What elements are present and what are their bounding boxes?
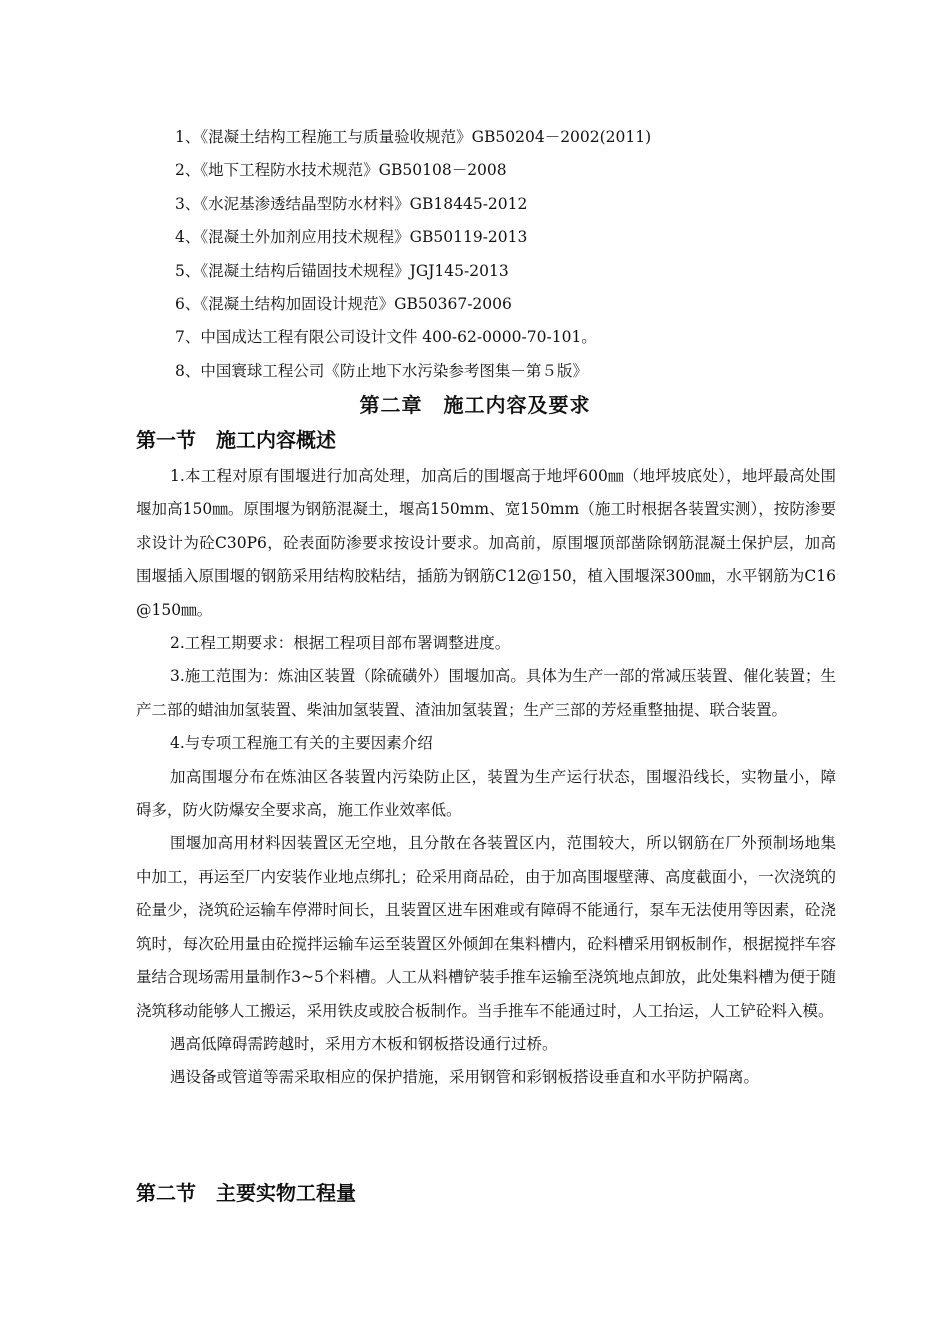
reference-list [175, 124, 875, 391]
body-paragraph: 3.施工范围为：炼油区装置（除硫磺外）围堰加高。具体为生产一部的常减压装置、催化装置；生产二部的蜡油加氢装置、柴油加氢装置、渣油加氢装置；生产三部的芳烃重整抽提、联合装置。 [136, 667, 836, 719]
section-1-title: 第一节 施工内容概述 [136, 428, 336, 452]
reference-item: 7、中国成达工程有限公司设计文件 400-62-0000-70-101。 [175, 328, 597, 347]
reference-item: 6、《混凝土结构加固设计规范》GB50367-2006 [175, 294, 512, 313]
body-paragraph: 围堰加高用材料因装置区无空地，且分散在各装置区内，范围较大，所以钢筋在厂外预制场地集中加工，再运至厂内安装作业地点绑扎；砼采用商品砼，由于加高围堰壁薄、高度截面小，一次浇筑的砼量少，浇筑砼运输车停滞时间长，且装置区进车困难或有障碍不能通行，泵车无法使用等因素，砼浇筑时，每次砼用量由砼搅拌运输车运至装置区外倾卸在集料槽内，砼料槽采用钢板制作，根据搅拌车容量结合现场需用量制作3~5个料槽。人工从料槽铲装手推车运输至浇筑地点卸放，此处集料槽为便于随浇筑移动能够人工搬运，采用铁皮或胶合板制作。当手推车不能通过时，人工抬运，人工铲砼料入模。 [136, 834, 836, 1020]
reference-item: 8、中国寰球工程公司《防止地下水污染参考图集－第５版》 [175, 361, 588, 380]
reference-item: 1、《混凝土结构工程施工与质量验收规范》GB50204－2002(2011) [175, 128, 652, 146]
body-paragraph: 遇高低障碍需跨越时，采用方木板和钢板搭设通行过桥。 [170, 1034, 558, 1053]
reference-item: 5、《混凝土结构后锚固技术规程》JGJ145-2013 [175, 261, 509, 280]
body-paragraph: 遇设备或管道等需采取相应的保护措施，采用钢管和彩钢板搭设垂直和水平防护隔离。 [170, 1068, 760, 1087]
section-2-title: 第二节 主要实物工程量 [136, 1181, 356, 1205]
reference-item: 3、《水泥基渗透结晶型防水材料》GB18445-2012 [175, 194, 528, 213]
reference-item: 2、《地下工程防水技术规范》GB50108－2008 [175, 161, 507, 180]
body-paragraph: 2.工程工期要求：根据工程项目部布署调整进度。 [170, 634, 511, 653]
chapter-title: 第二章 施工内容及要求 [359, 393, 591, 417]
reference-item: 4、《混凝土外加剂应用技术规程》GB50119-2013 [175, 228, 528, 247]
body-paragraph: 加高围堰分布在炼油区各装置内污染防止区，装置为生产运行状态，围堰沿线长，实物量小，障碍多，防火防爆安全要求高，施工作业效率低。 [136, 767, 836, 820]
body-paragraph: 1.本工程对原有围堰进行加高处理，加高后的围堰高于地坪600㎜（地坪坡底处），地坪最高处围堰加高150㎜。原围堰为钢筋混凝土，堰高150mm、宽150mm（施工时根据各装置实测），按防渗要求设计为砼C30P6，砼表面防渗要求按设计要求。加高前，原围堰顶部凿除钢筋混凝土保护层，加高围堰插入原围堰的钢筋采用结构胶粘结，插筋为钢筋C12@150，植入围堰深300㎜，水平钢筋为C16@150㎜。 [136, 467, 836, 619]
body-paragraph: 4.与专项工程施工有关的主要因素介绍 [170, 734, 433, 753]
section-1-body [136, 460, 836, 1095]
